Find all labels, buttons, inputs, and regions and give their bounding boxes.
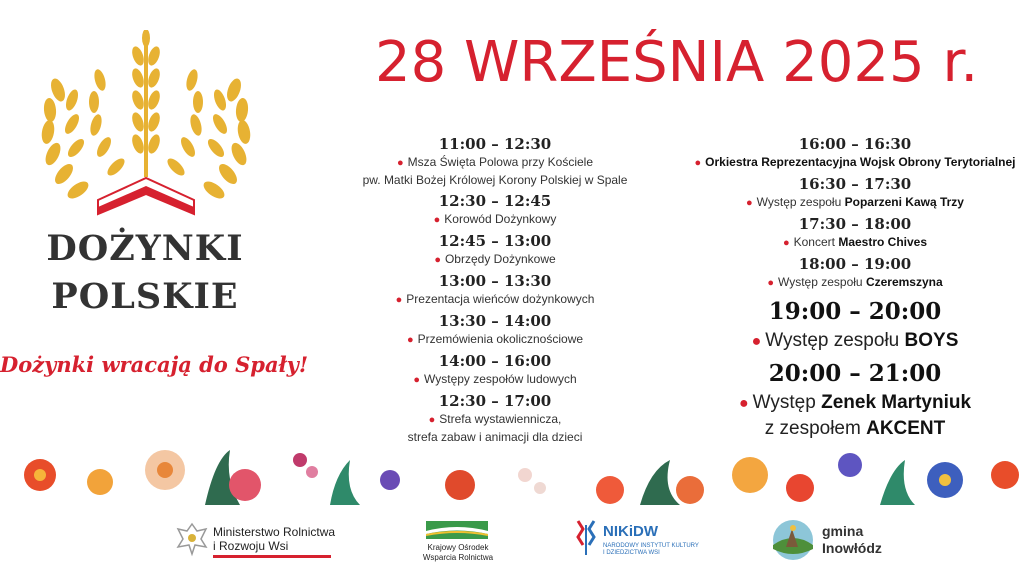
schedule-desc: ● Orkiestra Reprezentacyjna Wojsk Obrony Terytorialnej <box>694 155 1016 169</box>
gmina-emblem-icon <box>772 519 814 561</box>
slogan: Dożynki wracają do Spały! <box>0 352 309 377</box>
sponsor-nikidw-title: NIKiDW <box>603 523 658 540</box>
sponsor-ministry <box>175 515 340 565</box>
schedule-desc: pw. Matki Bożej Królowej Korony Polskiej w Spale <box>362 173 628 187</box>
schedule-desc: ● Prezentacja wieńców dożynkowych <box>395 292 595 306</box>
bullet-icon: ● <box>751 333 762 350</box>
sponsor-ministry-name-line1: Ministerstwo Rolnictwa <box>213 525 336 539</box>
schedule-item <box>345 351 645 389</box>
sponsor-gmina-line2: Inowłódz <box>822 540 882 556</box>
schedule-time: 12:30 – 17:00 <box>438 392 552 410</box>
schedule-time: 11:00 – 12:30 <box>438 135 552 153</box>
schedule-item <box>670 254 1026 292</box>
kowr-logo-icon <box>426 521 488 539</box>
bullet-icon: ● <box>746 197 753 209</box>
schedule-time: 20:00 – 21:00 <box>768 360 942 387</box>
sponsor-ministry-underline <box>213 555 331 558</box>
brand-title-line2: POLSKIE <box>51 276 239 317</box>
sponsor-kowr <box>418 515 498 565</box>
bullet-icon: ● <box>395 294 403 306</box>
schedule-desc: ● Przemówienia okolicznościowe <box>406 332 584 346</box>
schedule-time: 16:30 – 17:30 <box>798 175 912 193</box>
bullet-icon: ● <box>434 254 441 266</box>
bullet-icon: ● <box>738 395 749 412</box>
sponsor-gmina <box>772 515 912 565</box>
schedule-desc: ● Strefa wystawiennicza, <box>428 412 562 426</box>
bullet-icon: ● <box>396 157 404 169</box>
nikidw-emblem-icon <box>575 519 597 557</box>
schedule-desc: ● Korowód Dożynkowy <box>433 212 557 226</box>
schedule-item <box>345 134 645 189</box>
sponsor-nikidw-sub1: NARODOWY INSTYTUT KULTURY <box>603 543 699 549</box>
bullet-icon: ● <box>406 334 414 346</box>
schedule-item <box>345 311 645 349</box>
event-date: 28 WRZEŚNIA 2025 r. <box>375 30 979 95</box>
schedule-time: 12:45 – 13:00 <box>438 232 552 250</box>
schedule-desc: ● Występ zespołu BOYS <box>751 330 959 351</box>
schedule-desc: ● Występ zespołu Czeremszyna <box>767 275 943 289</box>
schedule-time: 17:30 – 18:00 <box>798 215 912 233</box>
schedule-time: 13:30 – 14:00 <box>438 312 552 330</box>
schedule-desc: strefa zabaw i animacji dla dzieci <box>407 430 583 444</box>
brand-title-line1: DOŻYNKI <box>46 228 244 269</box>
schedule-time: 14:00 – 16:00 <box>438 352 552 370</box>
sponsor-kowr-line1: Krajowy Ośrodek <box>427 543 489 552</box>
bullet-icon: ● <box>767 277 774 289</box>
schedule-time: 16:00 – 16:30 <box>798 135 912 153</box>
sponsor-nikidw-sub2: I DZIEDZICTWA WSI <box>603 550 660 556</box>
sponsor-nikidw <box>575 515 705 565</box>
schedule-item <box>345 231 645 269</box>
bullet-icon: ● <box>782 237 790 249</box>
eagle-emblem-icon <box>175 521 209 557</box>
bullet-icon: ● <box>433 214 441 226</box>
schedule-time: 18:00 – 19:00 <box>798 255 912 273</box>
schedule-item <box>670 214 1026 252</box>
schedule-desc: ● Występ Zenek Martyniuk <box>738 392 972 413</box>
sponsor-ministry-name-line2: i Rozwoju Wsi <box>213 539 289 553</box>
schedule-desc: ● Występ zespołu Poparzeni Kawą Trzy <box>746 195 964 209</box>
schedule-desc: ● Obrzędy Dożynkowe <box>434 252 556 266</box>
schedule-item <box>345 191 645 229</box>
schedule-item <box>670 174 1026 212</box>
wheat-crown-logo <box>38 30 254 220</box>
schedule-desc: ● Występy zespołów ludowych <box>413 372 577 386</box>
bullet-icon: ● <box>413 374 421 386</box>
schedule-desc: ● Koncert Maestro Chives <box>782 235 928 249</box>
sponsor-gmina-line1: gmina <box>822 523 864 539</box>
bullet-icon: ● <box>428 414 436 426</box>
schedule-time: 19:00 – 20:00 <box>768 298 942 325</box>
bullet-icon: ● <box>694 157 702 169</box>
sponsor-kowr-line2: Wsparcia Rolnictwa <box>422 553 494 562</box>
schedule-desc: ● Msza Święta Polowa przy Kościele <box>396 155 594 169</box>
schedule-item-featured <box>670 296 1026 354</box>
schedule-time: 13:00 – 13:30 <box>438 272 552 290</box>
schedule-desc: z zespołem AKCENT <box>764 418 946 439</box>
schedule-right <box>670 134 1026 441</box>
schedule-left <box>345 134 645 446</box>
schedule-item <box>345 271 645 309</box>
flower-border-decoration <box>0 420 1026 510</box>
schedule-item <box>670 134 1026 172</box>
schedule-time: 12:30 – 12:45 <box>438 192 552 210</box>
